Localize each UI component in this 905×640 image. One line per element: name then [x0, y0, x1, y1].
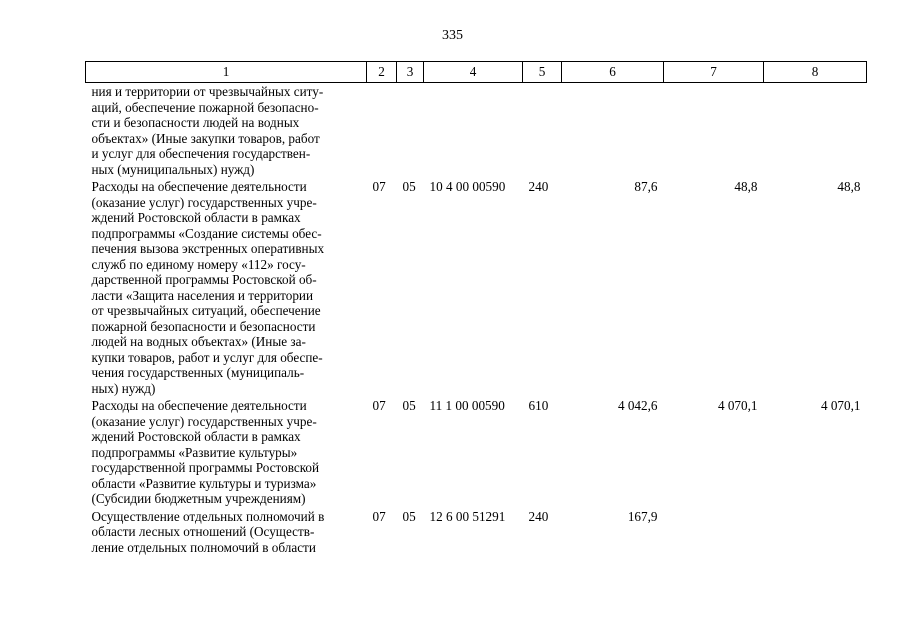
- amount-col-6: 87,6: [634, 179, 658, 194]
- column-header-1: 1: [86, 62, 367, 83]
- amount-col-7: [664, 83, 764, 180]
- column-header-3: 3: [397, 62, 424, 83]
- expense-type-code: 240: [528, 508, 549, 524]
- subsection-code: 05: [402, 508, 416, 524]
- target-article-code: 10 4 00 00590: [429, 179, 506, 194]
- column-header-4: 4: [424, 62, 523, 83]
- description-line: служб по единому номеру «112» госу-: [91, 256, 306, 272]
- description-line: купки товаров, работ и услуг для обеспе-: [91, 349, 323, 365]
- description-line: (оказание услуг) государственных учре-: [91, 413, 317, 429]
- subsection-code: [397, 83, 424, 180]
- description-line: Расходы на обеспечение деятельности: [91, 398, 307, 413]
- description-line: ждений Ростовской области в рамках: [91, 210, 301, 225]
- budget-table: [85, 61, 867, 557]
- column-header-6: 6: [562, 62, 664, 83]
- amount-col-8: 48,8: [837, 179, 861, 194]
- description-line: области лесных отношений (Осуществ-: [91, 524, 315, 539]
- description-line: подпрограммы «Создание системы обес-: [91, 225, 322, 241]
- column-header-7: 7: [664, 62, 764, 83]
- table-row: [86, 179, 867, 398]
- page-number: 335: [442, 28, 463, 43]
- description-line: пожарной безопасности и безопасности: [91, 318, 316, 334]
- target-article-code: [424, 83, 523, 180]
- amount-col-6: 167,9: [627, 508, 658, 524]
- description-line: Осуществление отдельных полномочий в: [91, 508, 325, 524]
- description-line: людей на водных объектах» (Иные за-: [91, 334, 306, 349]
- description-line: аций, обеспечение пожарной безопасно-: [91, 99, 319, 115]
- target-article-code: 12 6 00 51291: [429, 508, 506, 524]
- description-line: ждений Ростовской области в рамках: [91, 429, 301, 444]
- amount-col-6: 4 042,6: [617, 398, 658, 413]
- description-line: сти и безопасности людей на водных: [91, 115, 300, 130]
- column-header-2: 2: [367, 62, 397, 83]
- target-article-code: 11 1 00 00590: [429, 398, 505, 413]
- description-line: чения государственных (муниципаль-: [91, 365, 305, 380]
- column-header-5: 5: [523, 62, 562, 83]
- amount-col-7: 48,8: [734, 179, 758, 194]
- description-line: Расходы на обеспечение деятельности: [91, 179, 307, 194]
- table-row: [86, 398, 867, 509]
- expense-type-code: [523, 83, 562, 180]
- description-line: (Субсидии бюджетным учреждениям): [91, 491, 306, 506]
- row-description: [86, 509, 367, 558]
- section-code: 07: [372, 508, 386, 524]
- section-code: 07: [372, 179, 386, 194]
- amount-col-6: [562, 83, 664, 180]
- row-description: [86, 179, 367, 398]
- table-row: [86, 509, 867, 558]
- description-line: ление отдельных полномочий в области: [91, 539, 316, 555]
- subsection-code: 05: [402, 179, 416, 194]
- table-header-row: [86, 62, 867, 83]
- subsection-code: 05: [402, 398, 416, 413]
- description-line: государственной программы Ростовской: [91, 460, 320, 475]
- row-description: [86, 83, 367, 180]
- description-line: подпрограммы «Развитие культуры»: [91, 444, 298, 460]
- amount-col-8: [764, 83, 867, 180]
- description-line: ных) нужд): [91, 380, 156, 396]
- description-line: и услуг для обеспечения государствен-: [91, 146, 311, 161]
- description-line: ных (муниципальных) нужд): [91, 161, 255, 177]
- section-code: 07: [372, 398, 386, 413]
- description-line: ласти «Защита населения и территории: [91, 287, 314, 303]
- amount-col-7: [664, 509, 764, 558]
- amount-col-8: [764, 509, 867, 558]
- description-line: области «Развитие культуры и туризма»: [91, 475, 317, 491]
- description-line: дарственной программы Ростовской об-: [91, 272, 317, 287]
- description-line: ния и территории от чрезвычайных ситу-: [91, 84, 324, 99]
- description-line: от чрезвычайных ситуаций, обеспечение: [91, 303, 321, 318]
- amount-col-7: 4 070,1: [717, 398, 758, 413]
- amount-col-8: 4 070,1: [820, 398, 861, 413]
- row-description: [86, 398, 367, 509]
- description-line: объектах» (Иные закупки товаров, работ: [91, 130, 320, 146]
- description-line: печения вызова экстренных оперативных: [91, 241, 325, 256]
- column-header-8: 8: [764, 62, 867, 83]
- description-line: (оказание услуг) государственных учре-: [91, 194, 317, 210]
- section-code: [367, 83, 397, 180]
- expense-type-code: 240: [528, 179, 549, 194]
- expense-type-code: 610: [528, 398, 549, 413]
- table-row: [86, 83, 867, 180]
